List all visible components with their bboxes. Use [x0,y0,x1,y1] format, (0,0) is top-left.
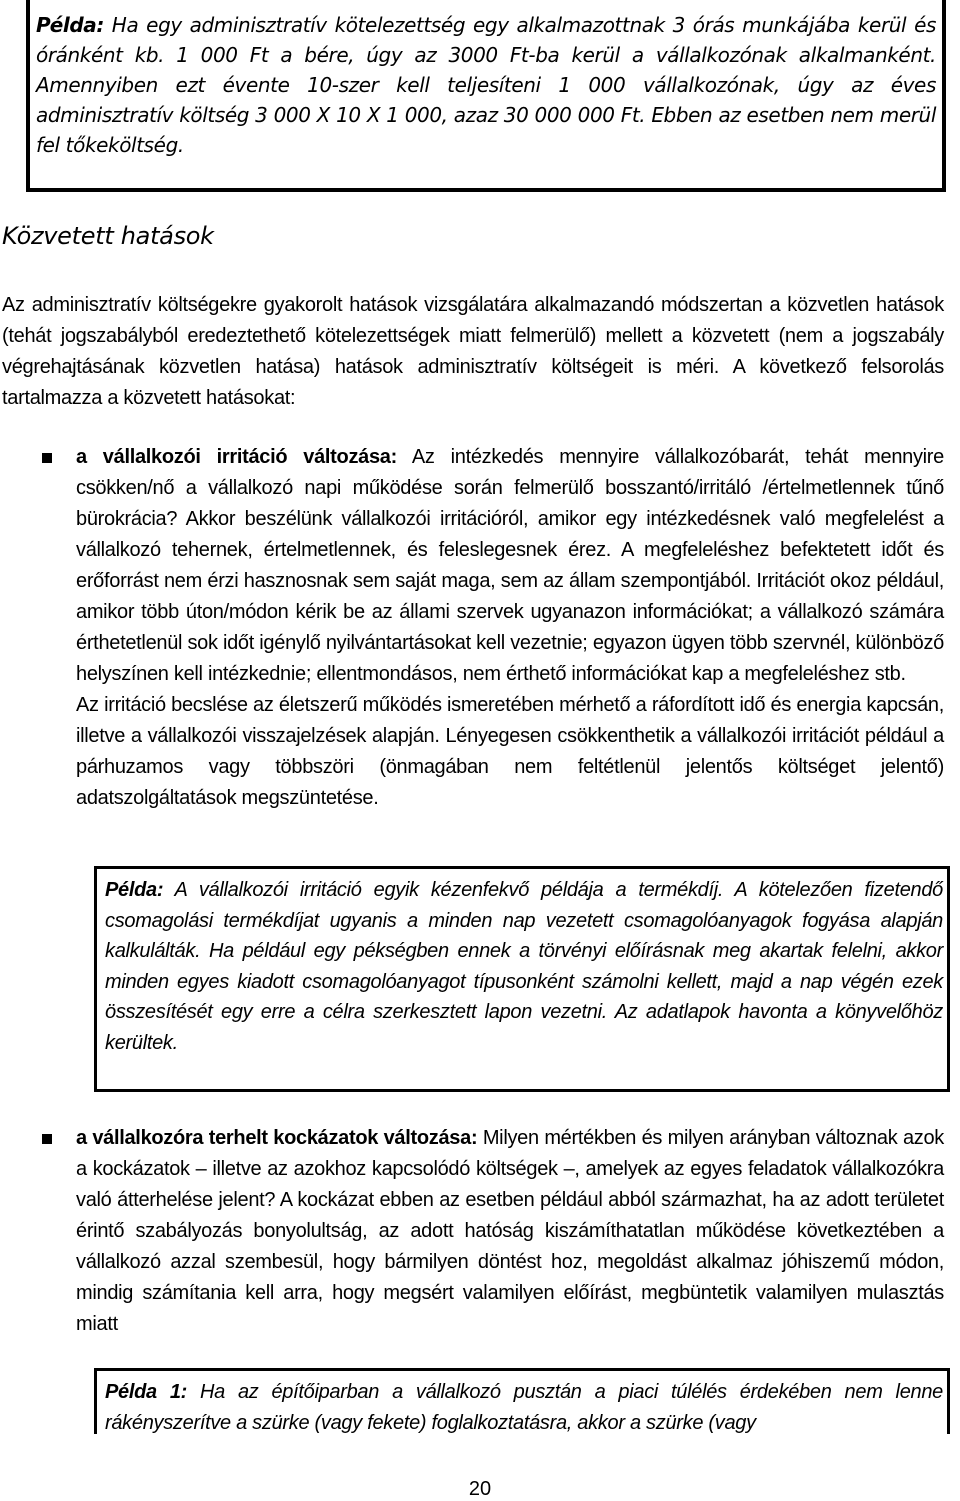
list-item-term: a vállalkozói irritáció változása: [76,446,397,468]
list-item-text-continued: Az irritáció becslése az életszerű működés ismeretében mérhető a ráfordított idő és energia kapcsán, illetve a vállalkozói visszajelzések alapján. Lényegesen csökkenthetik a vállalkozói irritációt például a párhuzamos vagy többszöri (önmagában nem feltétlenül jelentős költséget jelentő) adatszolgáltatások megszüntetése. [76,694,944,809]
bullet-square-icon [42,1134,52,1144]
bullet-square-icon [42,453,52,463]
example-box-product-fee [94,866,950,1092]
intro-paragraph: Az adminisztratív költségekre gyakorolt hatások vizsgálatára alkalmazandó módszertan a közvetlen hatások (tehát jogszabályból eredeztethető kötelezettségek miatt felmerülő) mellett a közvetett (nem a jogszabály végrehajtásának közvetlen hatása) hatások adminisztratív költségeit is méri. A következő felsorolás tartalmazza a közvetett hatásokat: [2,294,944,409]
example-box-construction [94,1368,950,1434]
example-lead: Példa 1: [105,1381,188,1403]
page-number: 20 [468,1478,492,1500]
example-text: A vállalkozói irritáció egyik kézenfekvő példája a termékdíj. A kötelezően fizetendő csomagolási termékdíjat ugyanis a minden nap vezetett csomagolóanyagok fogyása alapján kalkulálták. Ha például egy pékségben ennek a törvényi előírásnak meg akartak felelni, akkor minden egyes kiadott csomagolóanyagot típusonként számolni kellett, majd a nap végén ezek összesítését egy erre a célra szerkesztett lapon vezetni. Az adatlapok havonta a könyvelőhöz kerültek. [105,879,943,1054]
example-box-cost [26,0,946,192]
list-item-risks [76,1123,944,1340]
list-item-irritation [76,442,944,814]
list-item-text: Milyen mértékben és milyen arányban változnak azok a kockázatok – illetve az azokhoz kapcsolódó költségek –, amelyek az egyes feladatok vállalkozókra való átterhelése jelent? A kockázat ebben az esetben például abból származhat, ha az adott területet érintő szabályozás bonyolultság, az adott hatóság kiszámíthatatlan működése következtében a vállalkozó azzal szembesül, hogy bármilyen döntést hoz, megoldást alkalmaz jóhiszemű módon, mindig számítania kell arra, hogy megsért valamilyen előírást, megbüntetik valamilyen mulasztás miatt [76,1127,944,1335]
example-text: Ha az építőiparban a vállalkozó pusztán a piaci túlélés érdekében nem lenne rákényszerítve a szürke (vagy fekete) foglalkoztatásra, akkor a szürke (vagy [105,1381,943,1434]
example-lead: Példa: [36,13,104,37]
section-heading: Közvetett hatások [2,222,214,250]
example-text: Ha egy adminisztratív kötelezettség egy alkalmazottnak 3 órás munkájába kerül és óránként kb. 1 000 Ft a bére, úgy az 3000 Ft-ba kerül a vállalkozónak alkalmanként. Amennyiben ezt évente 10-szer kell teljesíteni 1 000 vállalkozónak, úgy az éves adminisztratív költség 3 000 X 10 X 1 000, azaz 30 000 000 Ft. Ebben az esetben nem merül fel tőkeköltség. [36,13,936,157]
list-item-text: Az intézkedés mennyire vállalkozóbarát, tehát mennyire csökken/nő a vállalkozó napi működése során felmerülő bosszantó/irritáló /értelmetlennek tűnő bürokrácia? Akkor beszélünk vállalkozói irritációról, amikor egy intézkedésnek való megfelelést a vállalkozó tehernek, értelmetlennek, és feleslegesnek érez. A megfeleléshez befektetett időt és erőforrást nem érzi hasznosnak sem saját maga, sem az állam szempontjából. Irritációt okoz például, amikor több úton/módon kérik be az állami szervek ugyanazon információkat; a vállalkozó számára érthetetlenül sok időt igénylő nyilvántartásokat kell vezetnie; egyazon ügyen több szervnél, különböző helyszínen kell intézkednie; ellentmondásos, nem érthető információkat kap a megfeleléshez stb. [76,446,944,685]
example-lead: Példa: [105,879,164,901]
list-item-term: a vállalkozóra terhelt kockázatok változása: [76,1127,478,1149]
